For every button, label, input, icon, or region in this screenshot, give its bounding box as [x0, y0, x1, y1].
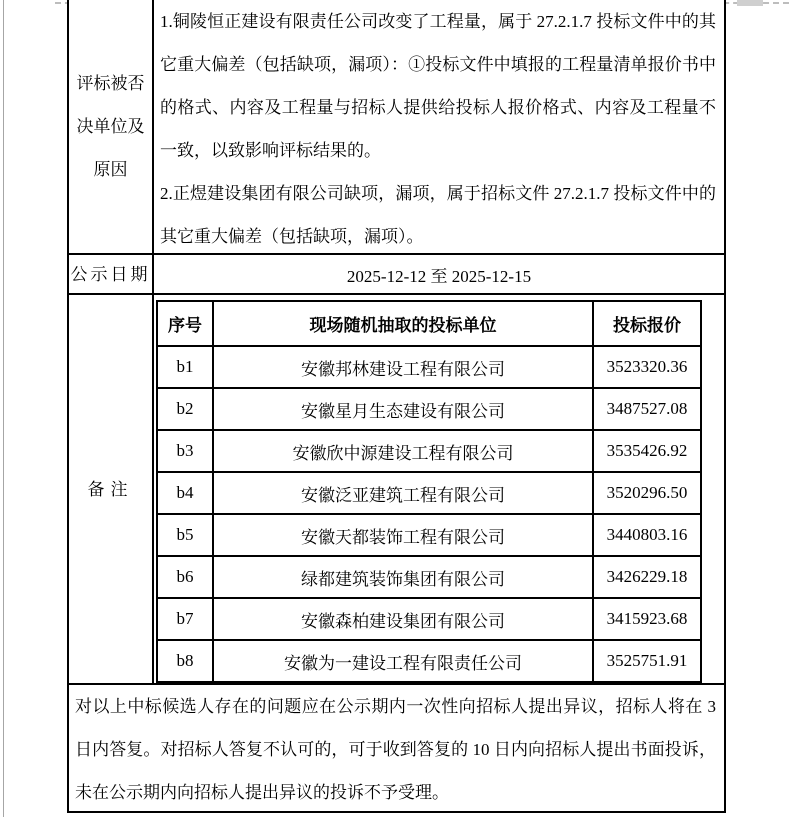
- price-cell: 3525751.91: [593, 640, 701, 682]
- serial-cell: b4: [157, 472, 213, 514]
- publicity-label-cell: [69, 255, 154, 293]
- bidders-table: [156, 300, 702, 683]
- serial-cell: b1: [157, 346, 213, 388]
- company-cell: 安徽邦林建设工程有限公司: [213, 346, 593, 388]
- page-break-tab: [737, 0, 763, 6]
- price-cell: 3520296.50: [593, 472, 701, 514]
- company-cell: 安徽泛亚建筑工程有限公司: [213, 472, 593, 514]
- price-cell: 3535426.92: [593, 430, 701, 472]
- price-cell: 3523320.36: [593, 346, 701, 388]
- table-row: [157, 346, 701, 388]
- table-row: [157, 556, 701, 598]
- serial-cell: b5: [157, 514, 213, 556]
- remark-row: [69, 295, 724, 685]
- publicity-date-cell: [154, 255, 724, 293]
- price-cell: 3440803.16: [593, 514, 701, 556]
- rejection-row: [69, 0, 724, 255]
- table-row: [157, 640, 701, 682]
- serial-cell: b8: [157, 640, 213, 682]
- table-row: [157, 430, 701, 472]
- rejection-label: 评标被否决单位及原因: [76, 74, 145, 179]
- page-boundary-line: [3, 0, 4, 817]
- table-row: [157, 388, 701, 430]
- table-row: [157, 472, 701, 514]
- publicity-label: 公示日期: [70, 264, 151, 284]
- serial-cell: b2: [157, 388, 213, 430]
- price-cell: 3487527.08: [593, 388, 701, 430]
- company-cell: 安徽星月生态建设有限公司: [213, 388, 593, 430]
- publicity-date-row: [69, 255, 724, 295]
- announcement-table: [67, 0, 726, 813]
- company-cell: 安徽为一建设工程有限责任公司: [213, 640, 593, 682]
- price-cell: 3415923.68: [593, 598, 701, 640]
- company-cell: 绿都建筑装饰集团有限公司: [213, 556, 593, 598]
- company-cell: 安徽天都装饰工程有限公司: [213, 514, 593, 556]
- header-company: 现场随机抽取的投标单位: [213, 301, 593, 346]
- rejection-reason-2: 2.正煜建设集团有限公司缺项，漏项，属于招标文件 27.2.1.7 投标文件中的其它重大偏差（包括缺项，漏项）。: [160, 184, 716, 246]
- publicity-date-value: 2025-12-12 至 2025-12-15: [346, 266, 532, 286]
- objection-note-row: [69, 685, 724, 811]
- header-serial: 序号: [157, 301, 213, 346]
- table-row: [157, 598, 701, 640]
- rejection-content-cell: [154, 0, 724, 253]
- remark-label: 备注: [87, 479, 134, 499]
- bidders-header-row: [157, 301, 701, 346]
- serial-cell: b6: [157, 556, 213, 598]
- objection-note-cell: [69, 685, 724, 811]
- price-cell: 3426229.18: [593, 556, 701, 598]
- objection-note-text: 对以上中标候选人存在的问题应在公示期内一次性向招标人提出异议，招标人将在 3 日内答复。对招标人答复不认可的，可于收到答复的 10 日内向招标人提出书面投诉，未在公示期内向招标人提出异议的投诉不予受理。: [75, 697, 716, 802]
- company-cell: 安徽森柏建设集团有限公司: [213, 598, 593, 640]
- remark-content-cell: [154, 295, 724, 683]
- table-row: [157, 514, 701, 556]
- header-price: 投标报价: [593, 301, 701, 346]
- serial-cell: b3: [157, 430, 213, 472]
- serial-cell: b7: [157, 598, 213, 640]
- rejection-label-cell: [69, 0, 154, 253]
- remark-label-cell: [69, 295, 154, 683]
- company-cell: 安徽欣中源建设工程有限公司: [213, 430, 593, 472]
- rejection-reason-1: 1.铜陵恒正建设有限责任公司改变了工程量，属于 27.2.1.7 投标文件中的其它重大偏差（包括缺项，漏项）：①投标文件中填报的工程量清单报价书中的格式、内容及工程量与招标人提供给投标人报价格式、内容及工程量不一致，以致影响评标结果的。: [160, 12, 716, 160]
